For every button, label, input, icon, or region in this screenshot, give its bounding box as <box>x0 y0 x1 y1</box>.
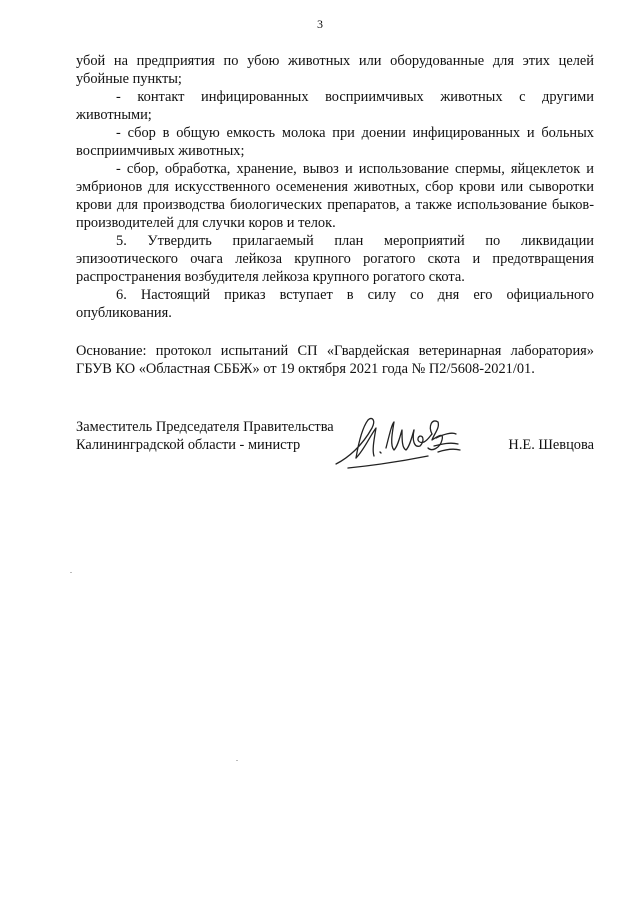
paragraph-contact: - контакт инфицированных восприимчивых животных с другими животными; <box>76 89 594 123</box>
signature-block <box>76 418 594 488</box>
scan-speck <box>236 760 238 761</box>
handwritten-signature <box>328 406 468 478</box>
position-line-1: Заместитель Председателя Правительства <box>76 419 334 435</box>
document-body <box>76 52 594 378</box>
paragraph-item-5: 5. Утвердить прилагаемый план мероприятий по ликвидации эпизоотического очага лейкоза крупного рогатого скота и предотвращения распространения возбудителя лейкоза крупного рогатого скота. <box>76 233 594 285</box>
signatory-position <box>76 418 334 454</box>
basis-paragraph: Основание: протокол испытаний СП «Гвардейская ветеринарная лаборатория» ГБУВ КО «Областная СББЖ» от 19 октября 2021 года № П2/5608-2021/01. <box>76 343 594 377</box>
scan-speck <box>70 572 72 573</box>
paragraph-item-6: 6. Настоящий приказ вступает в силу со дня его официального опубликования. <box>76 287 594 321</box>
signatory-name: Н.Е. Шевцова <box>508 437 594 453</box>
paragraph-milk: - сбор в общую емкость молока при доении инфицированных и больных восприимчивых животных; <box>76 125 594 159</box>
paragraph-slaughter: убой на предприятия по убою животных или оборудованные для этих целей убойные пункты; <box>76 53 594 87</box>
page-number: 3 <box>317 17 323 31</box>
position-line-2: Калининградской области - министр <box>76 437 301 453</box>
paragraph-sperm: - сбор, обработка, хранение, вывоз и использование спермы, яйцеклеток и эмбрионов для искусственного осеменения животных, сбор крови или сыворотки крови для производства биологических препаратов, а также использование быков-производителей для случки коров и телок. <box>76 161 594 231</box>
